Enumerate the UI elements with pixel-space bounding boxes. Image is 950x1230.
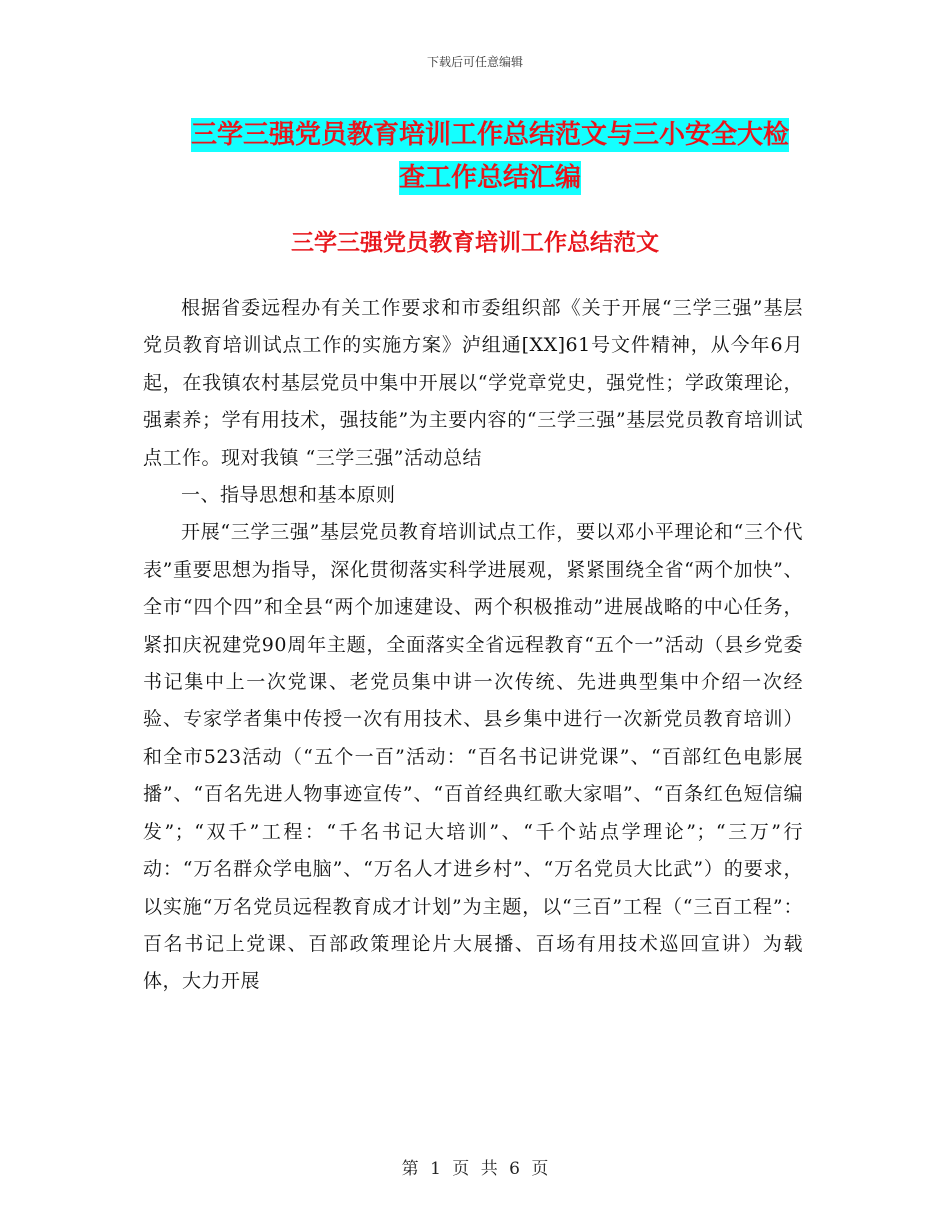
page-header-note: 下载后可任意编辑 bbox=[426, 55, 523, 69]
paragraph-heading-1: 一、指导思想和基本原则 bbox=[181, 484, 396, 507]
section-title: 三学三强党员教育培训工作总结范文 bbox=[291, 230, 659, 256]
title-highlight-2: 查工作总结汇编 bbox=[398, 163, 581, 193]
document-body bbox=[143, 290, 803, 1001]
paragraph-guiding-thought: 开展“三学三强”基层党员教育培训试点工作，要以邓小平理论和“三个代表”重要思想为指导，深化贯彻落实科学进展观，紧紧围绕全省“两个加快”、全市“四个四”和全县“两个加速建设、两个积极推动”进展战略的中心任务，紧扣庆祝建党90周年主题，全面落实全省远程教育“五个一”活动（县乡党委书记集中上一次党课、老党员集中讲一次传统、先进典型集中介绍一次经验、专家学者集中传授一次有用技术、县乡集中进行一次新党员教育培训）和全市523活动（“五个一百”活动：“百名书记讲党课”、“百部红色电影展播”、“百名先进人物事迹宣传”、“百首经典红歌大家唱”、“百条红色短信编发”；“双千”工程：“千名书记大培训”、“千个站点学理论”；“三万”行动：“万名群众学电脑”、“万名人才进乡村”、“万名党员大比武”）的要求，以实施“万名党员远程教育成才计划”为主题，以“三百”工程（“三百工程”：百名书记上党课、百部政策理论片大展播、百场有用技术巡回宣讲）为载体，大力开展 bbox=[143, 521, 803, 993]
title-highlight-1: 三学三强党员教育培训工作总结范文与三小安全大检 bbox=[190, 120, 789, 150]
paragraph-intro: 根据省委远程办有关工作要求和市委组织部《关于开展“三学三强”基层党员教育培训试点工作的实施方案》泸组通[XX]61号文件精神，从今年6月起，在我镇农村基层党员中集中开展以“学党章党史，强党性；学政策理论，强素养；学有用技术，强技能”为主要内容的“三学三强”基层党员教育培训试点工作。现对我镇 “三学三强”活动总结 bbox=[143, 297, 803, 469]
document-title-line-1 bbox=[140, 114, 840, 151]
page-footer: 第 1 页 共 6 页 bbox=[401, 1159, 549, 1179]
document-title-line-2 bbox=[140, 157, 840, 194]
